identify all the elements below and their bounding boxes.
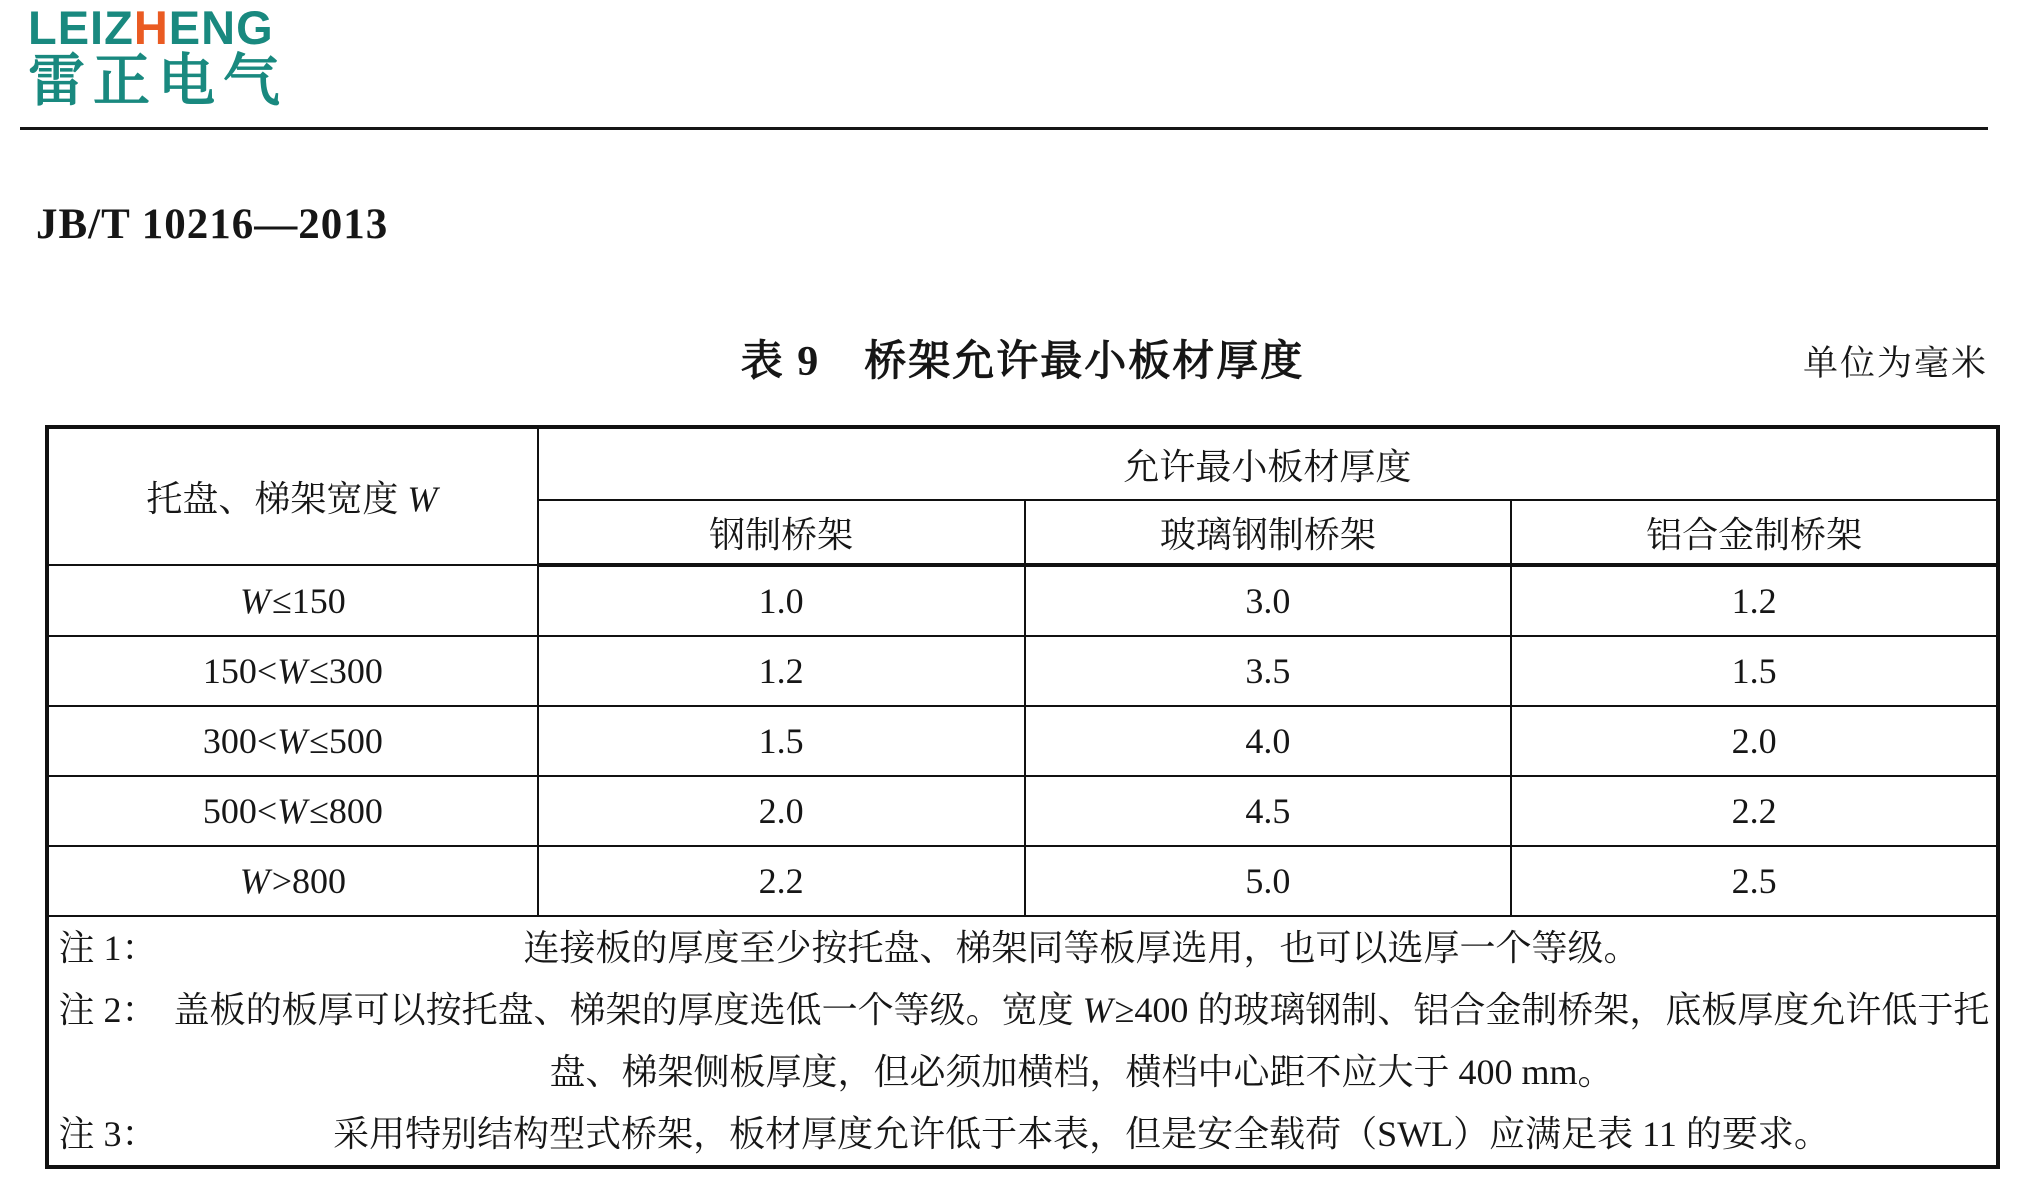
logo-latin-post: ENG [168,1,274,54]
width-range-cell: 500<W≤800 [47,776,538,846]
steel-value-cell: 2.0 [538,776,1025,846]
steel-value-cell: 1.5 [538,706,1025,776]
thickness-span-header: 允许最小板材厚度 [538,427,1998,500]
table-row [47,636,1998,706]
aluminum-value-cell: 1.5 [1511,636,1998,706]
col-header-steel: 钢制桥架 [538,500,1025,565]
unit-note: 单位为毫米 [1802,344,1988,383]
note-2-label: 注 2： [58,990,158,1030]
aluminum-value-cell: 1.2 [1511,565,1998,636]
logo-latin-accent: H [133,1,169,54]
note-1-label: 注 1： [58,928,158,968]
note-3 [49,1103,1996,1165]
note-2-text: 盖板的板厚可以按托盘、梯架的厚度选低一个等级。宽度 W≥400 的玻璃钢制、铝合金制桥架，底板厚度允许低于托盘、梯架侧板厚度，但必须加横档，横档中心距不应大于 400 mm。 [173,990,1990,1092]
header-divider [20,127,1988,130]
width-range-cell: W≤150 [47,565,538,636]
table-row [47,565,1998,636]
note-1-text: 连接板的厚度至少按托盘、梯架同等板厚选用，也可以选厚一个等级。 [523,928,1640,968]
width-column-header: 托盘、梯架宽度 W [47,427,538,565]
note-2 [49,979,1996,1103]
logo-chinese-text: 雷正电气 [28,49,288,113]
steel-value-cell: 1.0 [538,565,1025,636]
table-title: 表 9 桥架允许最小板材厚度 [740,339,1305,385]
frp-value-cell: 4.5 [1025,776,1512,846]
aluminum-value-cell: 2.0 [1511,706,1998,776]
width-range-cell: W>800 [47,846,538,916]
frp-value-cell: 3.0 [1025,565,1512,636]
steel-value-cell: 2.2 [538,846,1025,916]
width-range-cell: 300<W≤500 [47,706,538,776]
frp-value-cell: 4.0 [1025,706,1512,776]
steel-value-cell: 1.2 [538,636,1025,706]
frp-value-cell: 3.5 [1025,636,1512,706]
aluminum-value-cell: 2.5 [1511,846,1998,916]
logo-latin-pre: LEIZ [28,1,134,54]
note-1 [49,917,1996,979]
table-row [47,846,1998,916]
thickness-table [45,425,2000,1169]
aluminum-value-cell: 2.2 [1511,776,1998,846]
table-notes-row [47,916,1998,1167]
logo-latin-text [28,1,288,54]
width-range-cell: 150<W≤300 [47,636,538,706]
company-logo [28,1,288,113]
col-header-aluminum: 铝合金制桥架 [1511,500,1998,565]
note-3-label: 注 3： [58,1114,158,1154]
frp-value-cell: 5.0 [1025,846,1512,916]
notes-cell [47,916,1998,1167]
table-header-row-1 [47,427,1998,500]
table-row [47,776,1998,846]
standard-code: JB/T 10216—2013 [36,201,389,248]
col-header-frp: 玻璃钢制桥架 [1025,500,1512,565]
note-3-text: 采用特别结构型式桥架，板材厚度允许低于本表，但是安全载荷（SWL）应满足表 11 的要求。 [333,1114,1830,1154]
table-row [47,706,1998,776]
